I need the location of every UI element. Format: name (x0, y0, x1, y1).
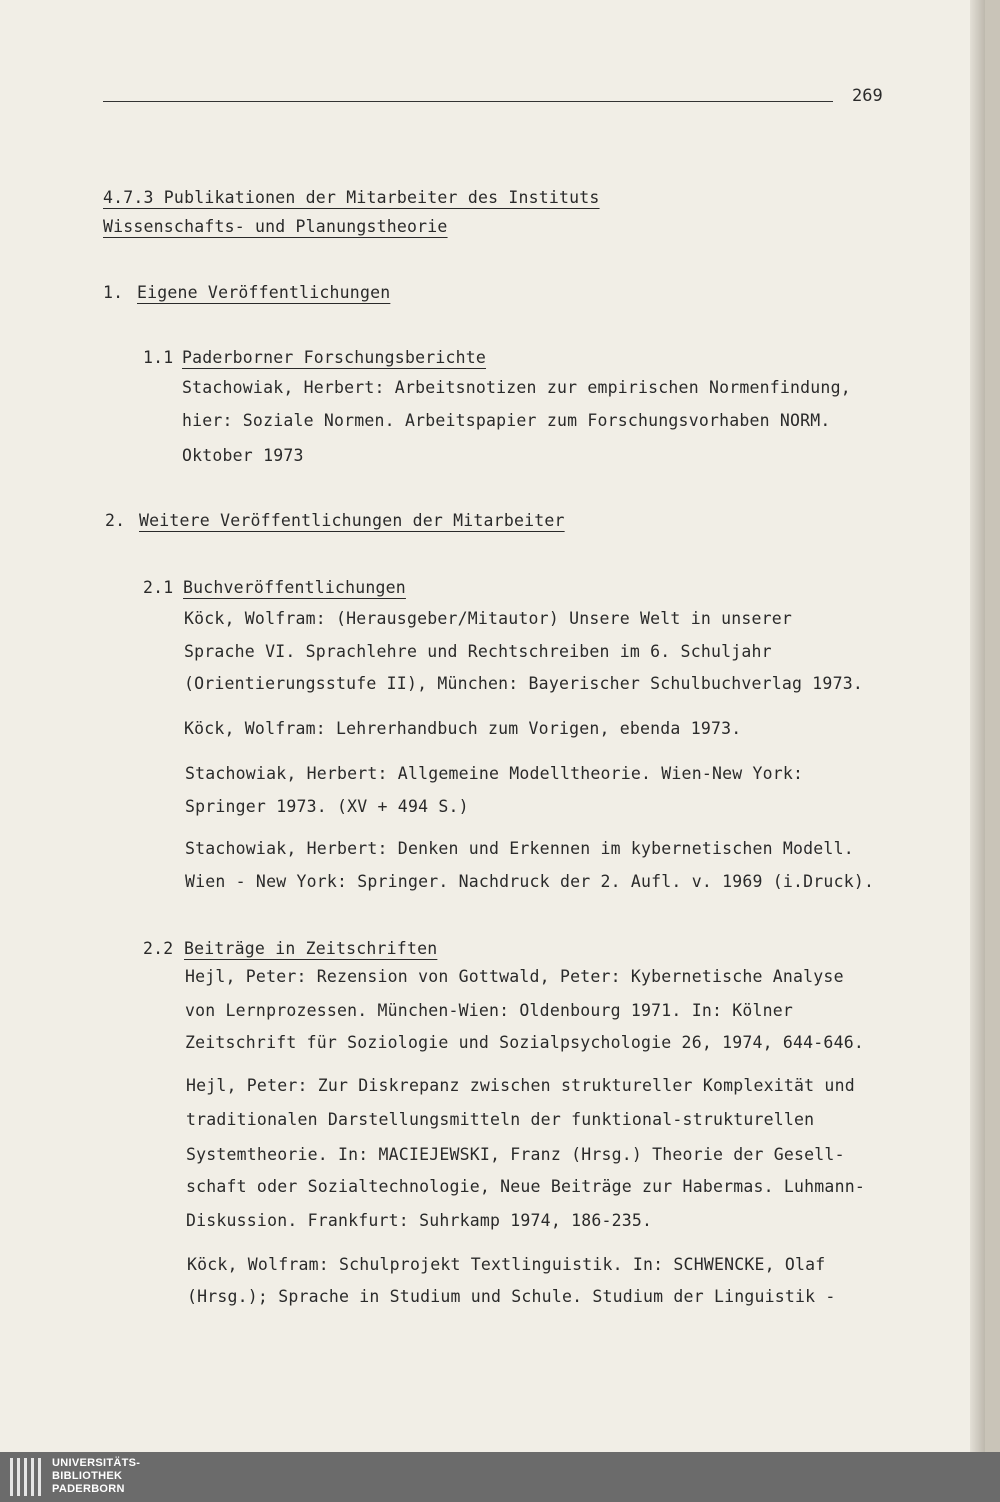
entry-line: (Hrsg.); Sprache in Studium und Schule. Studium der Linguistik - (187, 1287, 836, 1306)
entry-line: Stachowiak, Herbert: Denken und Erkennen im kybernetischen Modell. (185, 839, 854, 858)
heading-line-1: 4.7.3 Publikationen der Mitarbeiter des Instituts (103, 188, 600, 207)
section-1-number: 1. (103, 283, 124, 302)
entry-line: Stachowiak, Herbert: Allgemeine Modelltheorie. Wien-New York: (185, 764, 804, 783)
page-number: 269 (852, 86, 883, 106)
entry-line: traditionalen Darstellungsmitteln der funktional-strukturellen (186, 1110, 815, 1129)
entry-line: Köck, Wolfram: (Herausgeber/Mitautor) Unsere Welt in unserer (184, 609, 793, 628)
entry-line: Stachowiak, Herbert: Arbeitsnotizen zur empirischen Normenfindung, (182, 378, 851, 397)
subsection-1-1-title: Paderborner Forschungsberichte (182, 348, 487, 367)
entry-line: Zeitschrift für Soziologie und Sozialpsychologie 26, 1974, 644-646. (185, 1033, 864, 1052)
entry-line: Wien - New York: Springer. Nachdruck der 2. Aufl. v. 1969 (i.Druck). (185, 872, 875, 891)
section-2-title: Weitere Veröffentlichungen der Mitarbeiter (139, 511, 565, 530)
page-edge (970, 0, 985, 1452)
header-rule (103, 101, 833, 102)
subsection-2-2-title: Beiträge in Zeitschriften (184, 939, 438, 958)
library-name-line-2: BIBLIOTHEK (52, 1470, 123, 1482)
entry-line: (Orientierungsstufe II), München: Bayerischer Schulbuchverlag 1973. (184, 674, 863, 693)
entry-line: Oktober 1973 (182, 446, 304, 465)
subsection-2-2-number: 2.2 (143, 939, 174, 958)
entry-line: Diskussion. Frankfurt: Suhrkamp 1974, 186-235. (186, 1211, 653, 1230)
entry-line: von Lernprozessen. München-Wien: Oldenbourg 1971. In: Kölner (185, 1001, 794, 1020)
entry-line: Köck, Wolfram: Lehrerhandbuch zum Vorigen, ebenda 1973. (184, 719, 742, 738)
library-logo-icon (8, 1458, 44, 1498)
entry-line: Springer 1973. (XV + 494 S.) (185, 797, 469, 816)
subsection-1-1-number: 1.1 (143, 348, 174, 367)
section-2-number: 2. (105, 511, 126, 530)
library-name (52, 1457, 140, 1496)
library-name-line-1: UNIVERSITÄTS- (52, 1457, 141, 1469)
library-name-line-3: PADERBORN (52, 1483, 125, 1495)
entry-line: Köck, Wolfram: Schulprojekt Textlinguistik. In: SCHWENCKE, Olaf (187, 1255, 826, 1274)
subsection-2-1-title: Buchveröffentlichungen (183, 578, 406, 597)
subsection-2-1-number: 2.1 (143, 578, 174, 597)
entry-line: Systemtheorie. In: MACIEJEWSKI, Franz (Hrsg.) Theorie der Gesell- (186, 1145, 845, 1164)
library-footer (0, 1452, 1000, 1502)
entry-line: hier: Soziale Normen. Arbeitspapier zum Forschungsvorhaben NORM. (182, 411, 831, 430)
entry-line: Hejl, Peter: Zur Diskrepanz zwischen struktureller Komplexität und (186, 1076, 855, 1095)
heading-line-2: Wissenschafts- und Planungstheorie (103, 217, 448, 236)
section-1-title: Eigene Veröffentlichungen (137, 283, 391, 302)
entry-line: schaft oder Sozialtechnologie, Neue Beiträge zur Habermas. Luhmann- (186, 1177, 865, 1196)
entry-line: Hejl, Peter: Rezension von Gottwald, Peter: Kybernetische Analyse (185, 967, 844, 986)
entry-line: Sprache VI. Sprachlehre und Rechtschreiben im 6. Schuljahr (184, 642, 772, 661)
